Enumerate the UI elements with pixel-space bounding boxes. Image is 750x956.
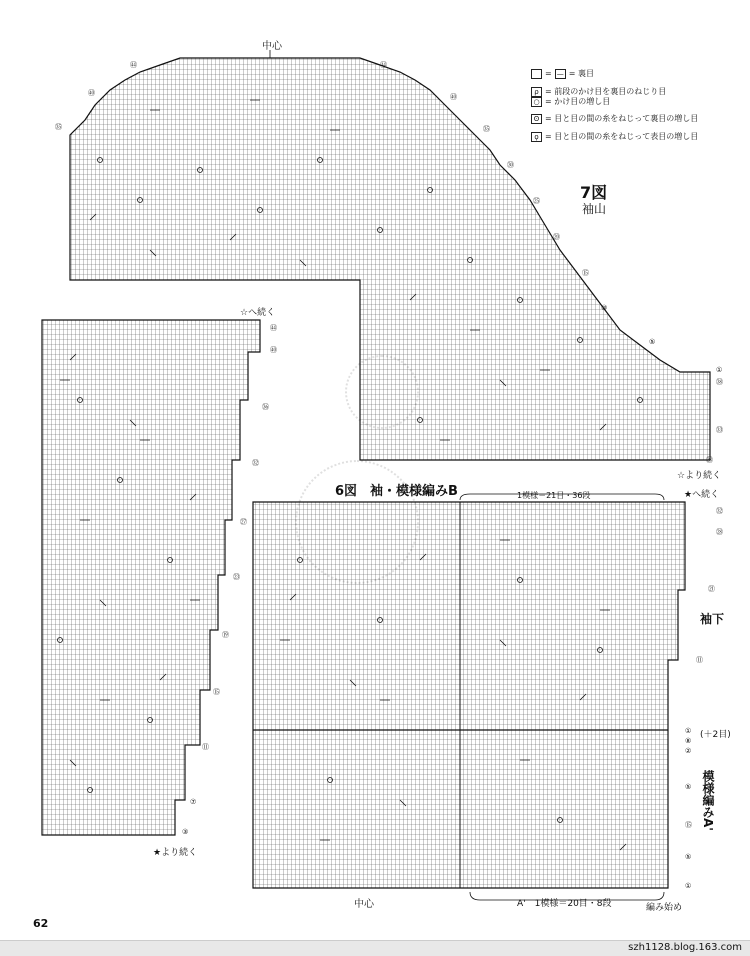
legend-row-purl-increase xyxy=(531,113,698,124)
fig7-subtitle: 袖山 xyxy=(582,202,607,216)
start-label: 編み始め xyxy=(646,903,683,913)
page-number: 62 xyxy=(33,917,49,930)
row-number: ㊵ xyxy=(88,89,95,97)
row-number: ㉓ xyxy=(233,573,240,581)
row-number: ㊹ xyxy=(380,61,387,69)
row-number: ⑤ xyxy=(685,783,692,791)
watermark-circle xyxy=(345,355,419,429)
row-number: ① xyxy=(716,366,723,374)
legend-row-purl xyxy=(531,68,594,79)
row-number: ㊵ xyxy=(270,346,277,354)
row-number: ㉝ xyxy=(716,426,723,434)
fig7-title: 7図 xyxy=(580,183,608,202)
row-number: ㉑ xyxy=(708,585,715,593)
legend-text: = かけ目の増し目 xyxy=(545,97,611,106)
row-number: ㉘ xyxy=(706,456,713,464)
twisted-purl-symbol: ρ xyxy=(531,87,542,97)
row-number: ㊹ xyxy=(130,61,137,69)
row-number: ㉜ xyxy=(252,459,259,467)
sleeve-under-label: 袖下 xyxy=(700,612,725,626)
continue-to-black-label: ★へ続く xyxy=(684,490,720,500)
legend-row-yarn-over xyxy=(531,96,610,107)
row-number: ⑦ xyxy=(190,798,197,806)
top-center-label: 中心 xyxy=(262,41,282,52)
row-number: ⑮ xyxy=(582,269,589,277)
row-number: ㉟ xyxy=(483,125,490,133)
row-number: ⑪ xyxy=(696,656,703,664)
row-number: ⑩ xyxy=(601,304,608,312)
legend-text: = 目と目の間の糸をねじって裏目の増し目 xyxy=(545,114,699,123)
purl-increase-symbol: ʘ xyxy=(531,114,542,124)
continue-from-white-label: ☆より続く xyxy=(677,471,722,481)
row-number: ② xyxy=(685,747,692,755)
row-number: ⑳ xyxy=(553,233,560,241)
knit-increase-symbol: ϙ xyxy=(531,132,542,142)
footer-url: szh1128.blog.163.com xyxy=(628,942,742,953)
row-number: ⑮ xyxy=(213,688,220,696)
legend-text: = 目と目の間の糸をねじって表目の増し目 xyxy=(545,132,699,141)
row-number: ⑧ xyxy=(685,737,692,745)
row-number: ㊵ xyxy=(450,93,457,101)
row-number: ㉟ xyxy=(55,123,62,131)
yarn-over-symbol: ○ xyxy=(531,97,542,107)
row-number: ⑪ xyxy=(202,743,209,751)
legend-equals: = xyxy=(545,69,552,78)
plus-two-label: (＋2目) xyxy=(700,730,731,740)
row-number: ㉗ xyxy=(240,518,247,526)
legend-text: = 裏目 xyxy=(568,69,594,78)
row-number: ㉜ xyxy=(716,507,723,515)
knit-cell-symbol xyxy=(531,69,542,79)
row-number: ⑤ xyxy=(685,853,692,861)
row-number: ㊹ xyxy=(270,324,277,332)
row-number: ⑲ xyxy=(222,631,229,639)
fig6-title: 6図 袖・模様編みB xyxy=(335,484,458,499)
row-number: ① xyxy=(685,882,692,890)
row-number: ③ xyxy=(182,828,189,836)
row-number: ⑮ xyxy=(685,821,692,829)
row-number: ㊳ xyxy=(716,378,723,386)
row-number: ⑤ xyxy=(649,338,656,346)
watermark-circle xyxy=(295,460,419,584)
row-number: ① xyxy=(685,727,692,735)
purl-symbol: — xyxy=(556,69,564,78)
center-bottom-label: 中心 xyxy=(354,899,374,910)
row-number: ㊱ xyxy=(262,403,269,411)
legend-row-knit-increase xyxy=(531,131,698,142)
repeat-a-label: A' 1模様＝20目・8段 xyxy=(517,899,612,909)
pattern-a-label: 模様編みA' xyxy=(701,770,715,831)
row-number: ㉘ xyxy=(716,528,723,536)
row-number: ㉚ xyxy=(507,161,514,169)
row-number: ㉕ xyxy=(533,197,540,205)
continue-to-label: ☆へ続く xyxy=(240,308,276,318)
footer-bar xyxy=(0,940,750,956)
repeat-b-label: 1模様＝21目・36段 xyxy=(517,491,591,500)
continue-from-black-label: ★より続く xyxy=(153,848,198,858)
legend-text: = 前段のかけ目を裏目のねじり目 xyxy=(545,87,667,96)
